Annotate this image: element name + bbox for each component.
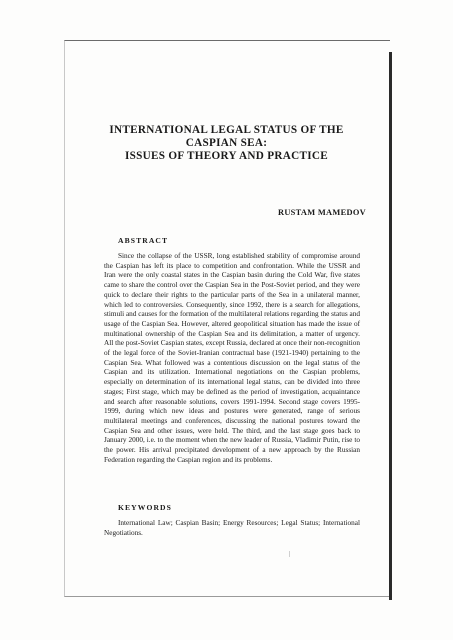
- abstract-body: Since the collapse of the USSR, long established stability of compromise around the Caspian has left its place to competition and confrontation. While the USSR and Iran were the only coastal states in the Caspian basin during the Cold War, five states came to share the control over the Caspian Sea in the Post-Soviet period, and they were quick to declare their rights to the particular parts of the Sea in a unilateral manner, which led to controversies. Consequently, since 1992, there is a search for allegations, stimuli and causes for the formation of the multilateral relations regarding the status and usage of the Caspian Sea. However, altered geopolitical situation has made the issue of multinational ownership of the Caspian Sea and its delimitation, a matter of urgency. All the post-Soviet Caspian states, except Russia, declared at once their non-recognition of the legal force of the Soviet-Iranian contractual base (1921-1940) pertaining to the Caspian Sea. What followed was a contentious discussion on the legal status of the Caspian and its utilization. International negotiations on the Caspian problems, especially on determination of its international legal status, can be divided into three stages; First stage, which may be defined as the period of investigation, acquaintance and search after reasonable solutions, covers 1991-1994. Second stage covers 1995-1999, during which new ideas and postures were generated, range of serious multilateral meetings and conferences, discussing the national postures toward the Caspian Sea and other issues, were held. The third, and the last stage goes back to January 2000, i.e. to the moment when the new leader of Russia, Vladimir Putin, rise to the power. His arrival precipitated development of a new approach by the Russian Federation regarding the Caspian region and its problems.: [104, 252, 360, 464]
- abstract-heading: ABSTRACT: [118, 236, 169, 245]
- article-title: [64, 124, 389, 163]
- scan-artifact-mark: [289, 551, 290, 557]
- keywords-heading: KEYWORDS: [118, 503, 172, 512]
- page-edge-shadow: [389, 52, 392, 600]
- title-line-1: INTERNATIONAL LEGAL STATUS OF THE: [109, 124, 344, 136]
- keywords-body: International Law; Caspian Basin; Energy Resources; Legal Status; International Negotiations.: [104, 519, 360, 537]
- title-line-3: ISSUES OF THEORY AND PRACTICE: [124, 150, 329, 162]
- author-name: RUSTAM MAMEDOV: [277, 208, 366, 217]
- title-line-2: CASPIAN SEA:: [185, 137, 268, 149]
